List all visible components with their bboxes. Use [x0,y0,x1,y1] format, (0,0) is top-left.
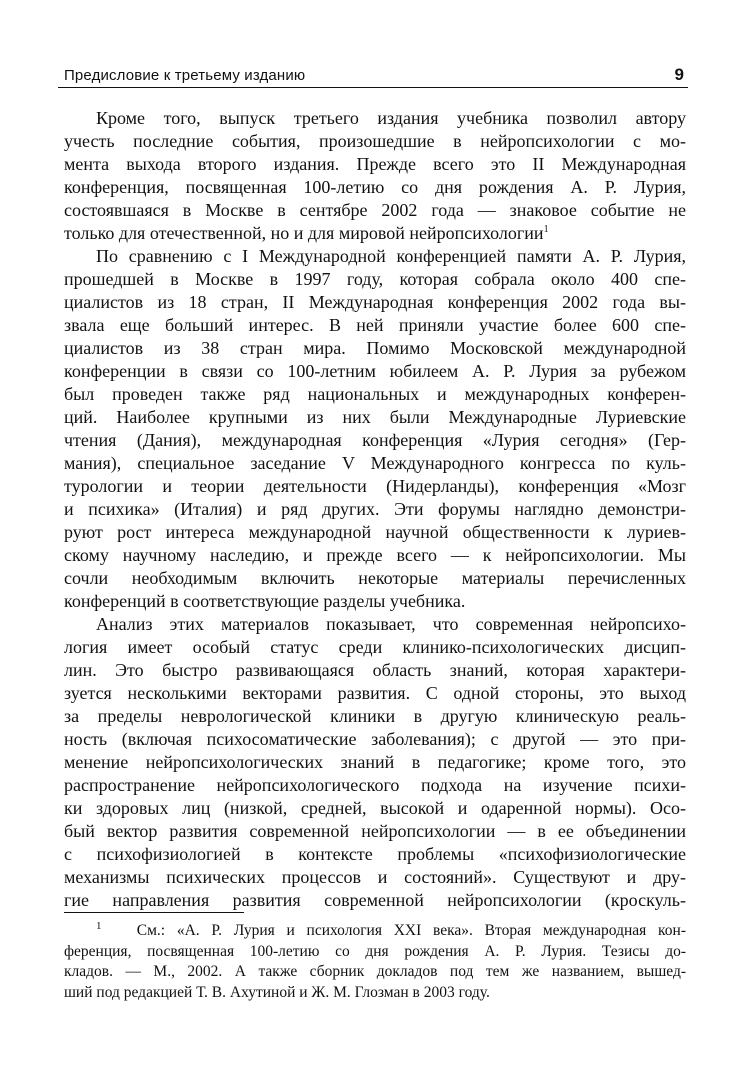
text-line: конференция, посвященная 100-летию со дня рождения А. Р. Лурия, [64,177,686,197]
text-line: турологии и теории деятельности (Нидерланды), конференция «Мозг [64,476,686,496]
text-line: гие направления развития современной нейропсихологии (кроскуль- [64,890,686,910]
text-line: циалистов из 18 стран, II Международная конференция 2002 года вы- [64,292,686,312]
paragraph-3 [64,613,686,912]
footnote-reference[interactable]: 1 [543,224,549,235]
footnote-text-line: ференция, посвященная 100-летию со дня рождения А. Р. Лурия. Тезисы до- [64,942,686,960]
text-line: за пределы неврологической клиники в другую клиническую реаль- [64,706,686,726]
text-line: ность (включая психосоматические заболевания); с другой — это при- [64,729,686,749]
text-line: руют рост интереса международной научной общественности к луриев- [64,522,686,542]
text-line: звала еще больший интерес. В ней приняли участие более 600 спе- [64,315,686,335]
footnote-divider [64,912,244,913]
text-line: бый вектор развития современной нейропсихологии — в ее объединении [64,821,686,841]
text-line: зуется несколькими векторами развития. С одной стороны, это выход [64,683,686,703]
text-line: чтения (Дания), международная конференция «Лурия сегодня» (Гер- [64,430,686,450]
text-line: учесть последние события, произошедшие в нейропсихологии с мо- [64,131,686,151]
main-text [64,107,686,912]
text-line: был проведен также ряд национальных и международных конферен- [64,384,686,404]
text-line: По сравнению с I Международной конференцией памяти А. Р. Лурия, [96,246,686,266]
footnote-marker: 1 [96,921,102,932]
text-line: ций. Наиболее крупными из них были Международные Луриевские [64,407,686,427]
text-line: циалистов из 38 стран мира. Помимо Московской международной [64,338,686,358]
text-line: только для отечественной, но и для мировой нейропсихологии [64,223,544,243]
text-line: механизмы психических процессов и состояний». Существуют и дру- [64,867,686,887]
running-header [58,65,688,88]
footnote-text-line: кладов. — М., 2002. А также сборник докладов под тем же названием, вышед- [64,963,686,980]
text-line: Анализ этих материалов показывает, что современная нейропсихо- [96,614,686,634]
text-line: прошедшей в Москве в 1997 году, которая собрала около 400 спе- [64,269,686,289]
text-line: состоявшаяся в Москве в сентябре 2002 года — знаковое событие не [64,200,686,220]
text-line: лин. Это быстро развивающаяся область знаний, которая характери- [64,660,686,680]
footnote-text-line: ший под редакцией Т. В. Ахутиной и Ж. М. Глозман в 2003 году. [64,983,490,1001]
text-line: с психофизиологией в контексте проблемы «психофизиологические [64,844,686,864]
text-line: конференции в связи со 100-летним юбилеем А. Р. Лурия за рубежом [64,361,686,381]
text-line-with-footnote [64,222,686,245]
text-line: сочли необходимым включить некоторые материалы перечисленных [64,568,686,588]
running-title: Предисловие к третьему изданию [64,67,306,84]
text-line: и психика» (Италия) и ряд других. Эти форумы наглядно демонстри- [64,499,686,519]
text-line: ки здоровых лиц (низкой, средней, высокой и одаренной нормы). Осо- [64,798,686,818]
text-line: менение нейропсихологических знаний в педагогике; кроме того, это [64,752,686,772]
text-line: скому научному наследию, и прежде всего — к нейропсихологии. Мы [64,545,686,565]
text-line: мента выхода второго издания. Прежде всего это II Международная [64,154,686,174]
text-line: логия имеет особый статус среди клинико-психологических дисцип- [64,637,686,657]
paragraph-1 [64,107,686,245]
paragraph-2 [64,245,686,613]
page-number: 9 [674,65,684,84]
text-line: Кроме того, выпуск третьего издания учебника позволил автору [96,108,686,128]
text-line: конференций в соответствующие разделы учебника. [64,591,466,611]
footnote-first-line [64,921,686,942]
footnote-block [64,921,686,1003]
text-line: мания), специальное заседание V Международного конгресса по куль- [64,453,686,473]
footnote-text-line: См.: «А. Р. Лурия и психология XXI века». Вторая международная кон- [136,922,686,939]
text-line: распространение нейропсихологического подхода на изучение психи- [64,775,686,795]
